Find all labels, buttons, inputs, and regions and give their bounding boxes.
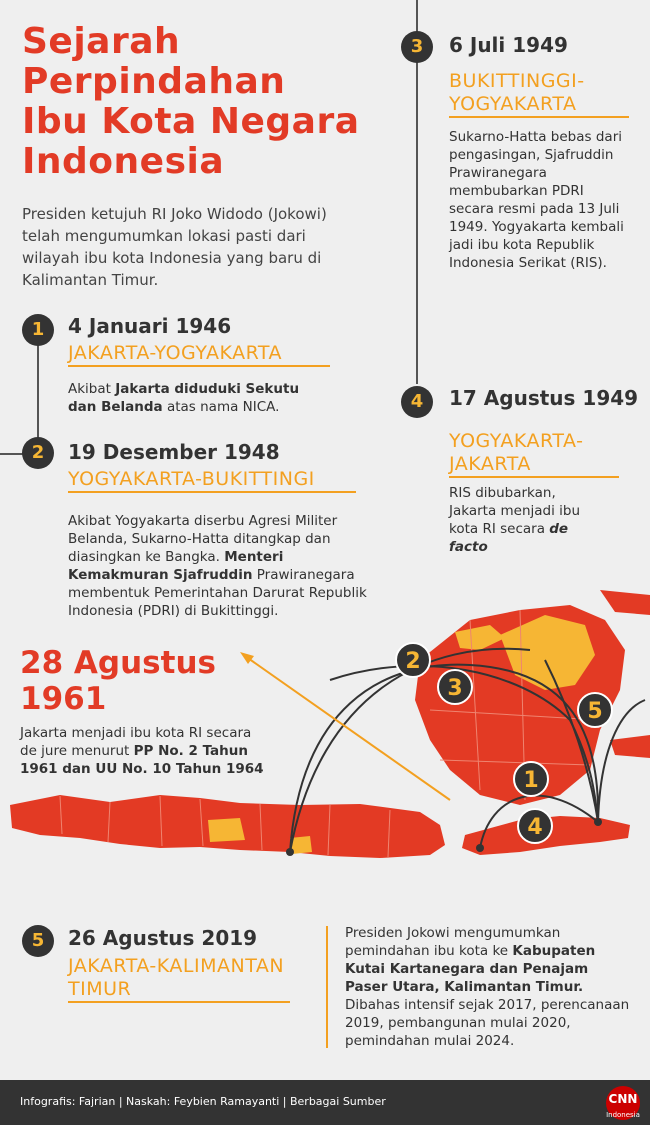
event-date: 26 Agustus 2019 — [68, 926, 258, 950]
map-dot — [594, 818, 602, 826]
event-description: Akibat Yogyakarta diserbu Agresi Militer Belanda, Sukarno-Hatta ditangkap dan diasingkan ke Bangka. Menteri Kemakmuran Sjafruddin Prawiranegara membentuk Pemerintahan Darurat Republik Indonesia (PDRI) di Bukittinggi. — [68, 513, 367, 619]
event-number-badge: 5 — [22, 925, 54, 957]
map-island — [600, 590, 650, 615]
event-description: Akibat Jakarta diduduki Sekutu dan Belanda atas nama NICA. — [68, 381, 300, 415]
event-date: 6 Juli 1949 — [449, 33, 568, 57]
event-number-badge: 1 — [22, 314, 54, 346]
event-number-badge: 4 — [401, 386, 433, 418]
timeline-line — [416, 62, 418, 384]
event-route-box — [68, 468, 356, 493]
map-island-highlight — [208, 818, 245, 842]
event-date: 4 Januari 1946 — [68, 314, 232, 338]
map-marker-5: 5 — [587, 699, 603, 724]
event-route-box — [68, 955, 290, 1003]
page-title — [22, 22, 402, 182]
timeline-line — [416, 0, 418, 32]
map-marker-3: 3 — [447, 676, 463, 701]
arrow-head — [240, 652, 254, 664]
map-marker-2: 2 — [405, 649, 421, 674]
event-description: Sukarno-Hatta bebas dari pengasingan, Sjafruddin Prawiranegara membubarkan PDRI secara resmi pada 13 Juli 1949. Yogyakarta kembali jadi ibu kota Republik Indonesia Serikat (RIS). — [449, 129, 624, 271]
event-route-box — [449, 430, 619, 478]
special-description: Jakarta menjadi ibu kota RI secara de jure menurut PP No. 2 Tahun 1961 dan UU No. 10 Tahun 1964 — [20, 725, 264, 777]
cnn-logo: CNN — [606, 1086, 640, 1120]
title-line: Perpindahan — [22, 61, 286, 102]
event-number-badge: 3 — [401, 31, 433, 63]
intro-text: Presiden ketujuh RI Joko Widodo (Jokowi) telah mengumumkan lokasi pasti dari wilayah ibu kota Indonesia yang baru di Kalimantan Timur. — [22, 205, 327, 289]
event-route: JAKARTA-YOGYAKARTA — [68, 342, 283, 364]
event-route: JAKARTA-KALIMANTAN TIMUR — [68, 955, 285, 1000]
map-marker-4: 4 — [527, 815, 543, 840]
event-description: Presiden Jokowi mengumumkan pemindahan ibu kota ke Kabupaten Kutai Kartanegara dan Penajam Paser Utara, Kalimantan Timur. Dibahas intensif sejak 2017, perencanaan 2019, pembangunan mulai 2020, pemindahan mulai 2024. — [345, 925, 630, 1049]
event-route: BUKITTINGGI-YOGYAKARTA — [449, 70, 585, 115]
event-description: RIS dibubarkan, Jakarta menjadi ibu kota RI secara de facto — [449, 485, 581, 555]
event-date: 19 Desember 1948 — [68, 440, 280, 464]
cnn-logo-subtitle: Indonesia — [606, 1111, 640, 1119]
event-route: YOGYAKARTA-JAKARTA — [449, 430, 584, 475]
event-date: 17 Agustus 1949 — [449, 386, 639, 410]
event-route-box — [68, 342, 330, 367]
map-island — [610, 735, 650, 758]
title-line: Indonesia — [22, 141, 225, 182]
timeline-line — [37, 342, 39, 448]
event-route-box — [449, 70, 629, 118]
map-dot — [286, 848, 294, 856]
footer-credit: Infografis: Fajrian | Naskah: Feybien Ramayanti | Berbagai Sumber — [20, 1095, 386, 1108]
indonesia-map — [0, 590, 650, 890]
title-line: Sejarah — [22, 21, 181, 62]
special-date: 28 Agustus 1961 — [20, 645, 216, 717]
title-line: Ibu Kota Negara — [22, 101, 360, 142]
divider — [326, 926, 328, 1048]
event-route: YOGYAKARTA-BUKITTINGI — [68, 468, 315, 490]
map-dot — [476, 844, 484, 852]
map-marker-1: 1 — [523, 768, 539, 793]
event-number-badge: 2 — [22, 437, 54, 469]
